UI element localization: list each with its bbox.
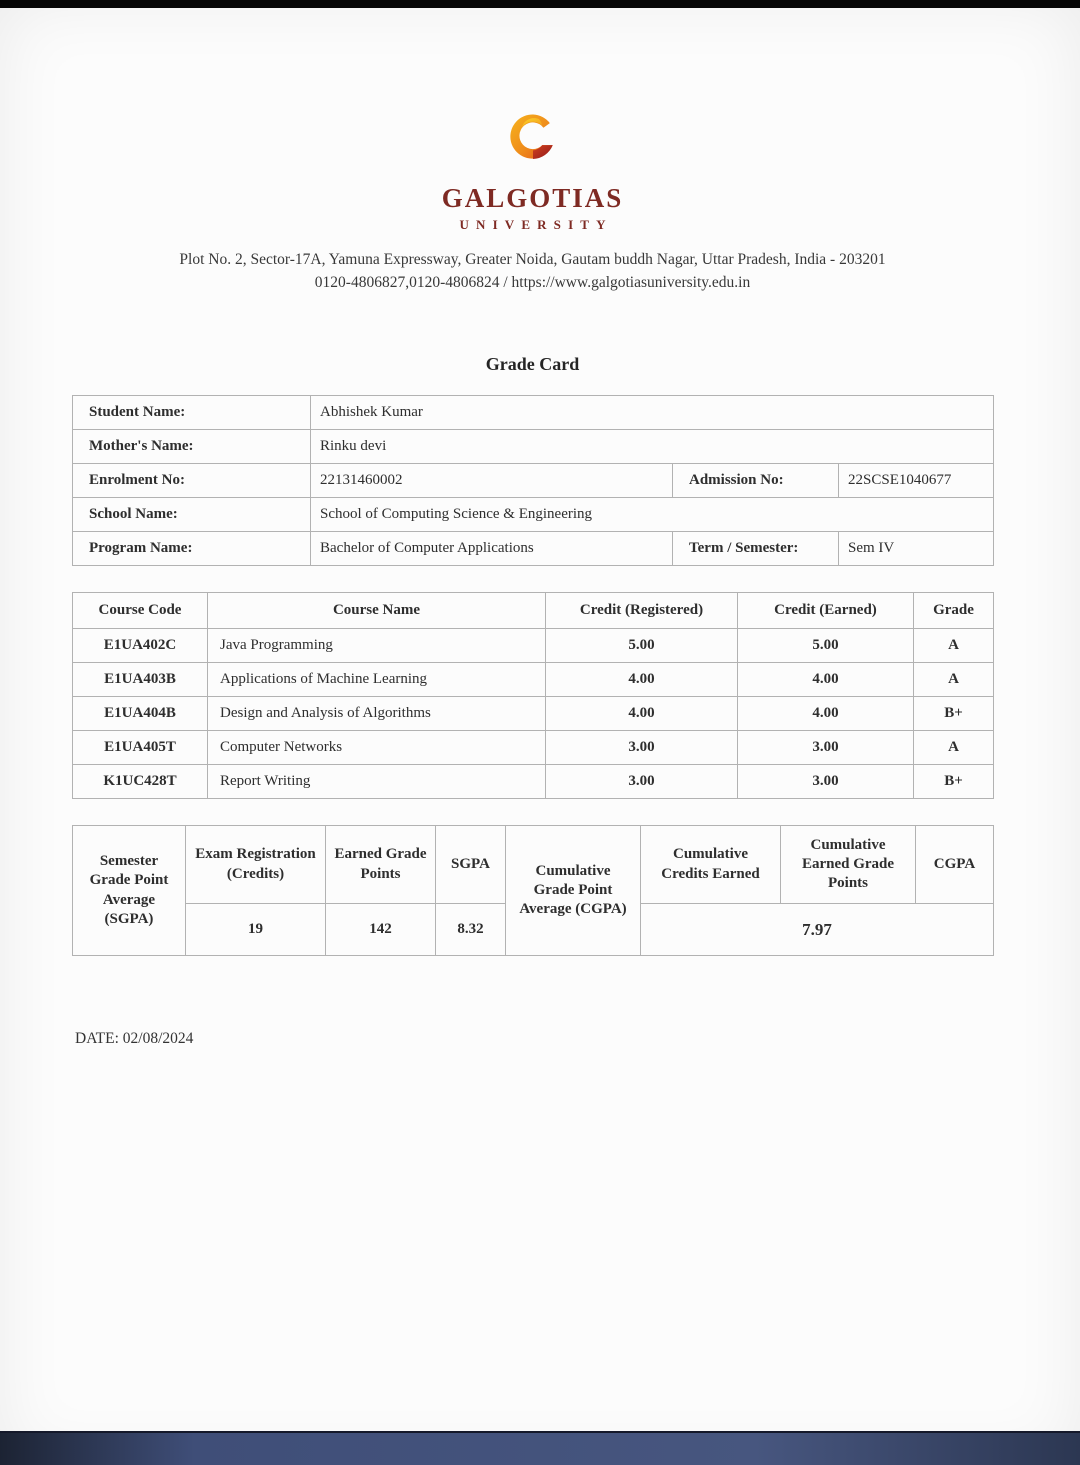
field-label: Term / Semester: (673, 532, 839, 566)
field-label: Enrolment No: (73, 464, 311, 498)
credit-earned: 3.00 (738, 765, 914, 799)
program-semester-row (73, 532, 994, 566)
cumulative-credits-header: Cumulative Credits Earned (641, 826, 781, 904)
course-row (73, 629, 994, 663)
bottom-edge-bar (0, 1431, 1080, 1465)
course-row (73, 765, 994, 799)
credit-earned: 3.00 (738, 731, 914, 765)
field-value: 22SCSE1040677 (839, 464, 994, 498)
field-label: School Name: (73, 498, 311, 532)
student-name-row (73, 396, 994, 430)
course-code: E1UA404B (73, 697, 208, 731)
summary-header-row (73, 826, 994, 904)
course-code: E1UA405T (73, 731, 208, 765)
credit-registered: 3.00 (546, 765, 738, 799)
course-name: Computer Networks (208, 731, 546, 765)
field-value: School of Computing Science & Engineering (311, 498, 994, 532)
university-contact: 0120-4806827,0120-4806824 / https://www.galgotiasuniversity.edu.in (314, 274, 751, 291)
course-name: Report Writing (208, 765, 546, 799)
credit-registered-header: Credit (Registered) (546, 593, 738, 629)
field-value: Rinku devi (311, 430, 994, 464)
sgpa-header: SGPA (436, 826, 506, 904)
university-header (72, 8, 993, 292)
field-value: Bachelor of Computer Applications (311, 532, 673, 566)
credit-earned: 5.00 (738, 629, 914, 663)
earned-grade-points-value: 142 (326, 904, 436, 956)
sgpa-value: 8.32 (436, 904, 506, 956)
course-row (73, 663, 994, 697)
university-address: Plot No. 2, Sector-17A, Yamuna Expressway, Greater Noida, Gautam buddh Nagar, Uttar Pradesh, India - 203201 (179, 251, 886, 268)
exam-registration-value: 19 (186, 904, 326, 956)
credit-registered: 4.00 (546, 697, 738, 731)
credit-earned: 4.00 (738, 697, 914, 731)
course-name: Applications of Machine Learning (208, 663, 546, 697)
course-code: E1UA402C (73, 629, 208, 663)
grade: B+ (914, 765, 994, 799)
enrolment-admission-row (73, 464, 994, 498)
field-label: Mother's Name: (73, 430, 311, 464)
page-title: Grade Card (485, 354, 580, 374)
university-name: GALGOTIAS (441, 183, 624, 213)
exam-registration-header: Exam Registration (Credits) (186, 826, 326, 904)
course-code: K1UC428T (73, 765, 208, 799)
credit-earned-header: Credit (Earned) (738, 593, 914, 629)
course-row (73, 697, 994, 731)
course-table (72, 592, 994, 799)
earned-grade-points-header: Earned Grade Points (326, 826, 436, 904)
cgpa-header: CGPA (916, 826, 994, 904)
grade: A (914, 731, 994, 765)
cgpa-value: 7.97 (641, 904, 994, 956)
cumulative-earned-grade-points-header: Cumulative Earned Grade Points (781, 826, 916, 904)
credit-earned: 4.00 (738, 663, 914, 697)
top-edge-bar (0, 0, 1080, 8)
course-code-header: Course Code (73, 593, 208, 629)
field-label: Admission No: (673, 464, 839, 498)
credit-registered: 5.00 (546, 629, 738, 663)
field-value: 22131460002 (311, 464, 673, 498)
field-value: Abhishek Kumar (311, 396, 994, 430)
school-name-row (73, 498, 994, 532)
grade: A (914, 663, 994, 697)
course-code: E1UA403B (73, 663, 208, 697)
sgpa-group-header: Semester Grade Point Average (SGPA) (73, 826, 186, 956)
field-label: Program Name: (73, 532, 311, 566)
grade: B+ (914, 697, 994, 731)
student-info-table (72, 395, 994, 566)
galgotias-logo-icon (504, 100, 562, 174)
course-table-header-row (73, 593, 994, 629)
mother-name-row (73, 430, 994, 464)
credit-registered: 4.00 (546, 663, 738, 697)
grade: A (914, 629, 994, 663)
grade-header: Grade (914, 593, 994, 629)
cgpa-group-header: Cumulative Grade Point Average (CGPA) (506, 826, 641, 956)
course-name-header: Course Name (208, 593, 546, 629)
credit-registered: 3.00 (546, 731, 738, 765)
course-name: Design and Analysis of Algorithms (208, 697, 546, 731)
field-value: Sem IV (839, 532, 994, 566)
field-label: Student Name: (73, 396, 311, 430)
course-name: Java Programming (208, 629, 546, 663)
university-subtitle: UNIVERSITY (459, 217, 613, 232)
summary-table (72, 825, 994, 956)
date-label: DATE: 02/08/2024 (75, 1030, 194, 1047)
course-row (73, 731, 994, 765)
